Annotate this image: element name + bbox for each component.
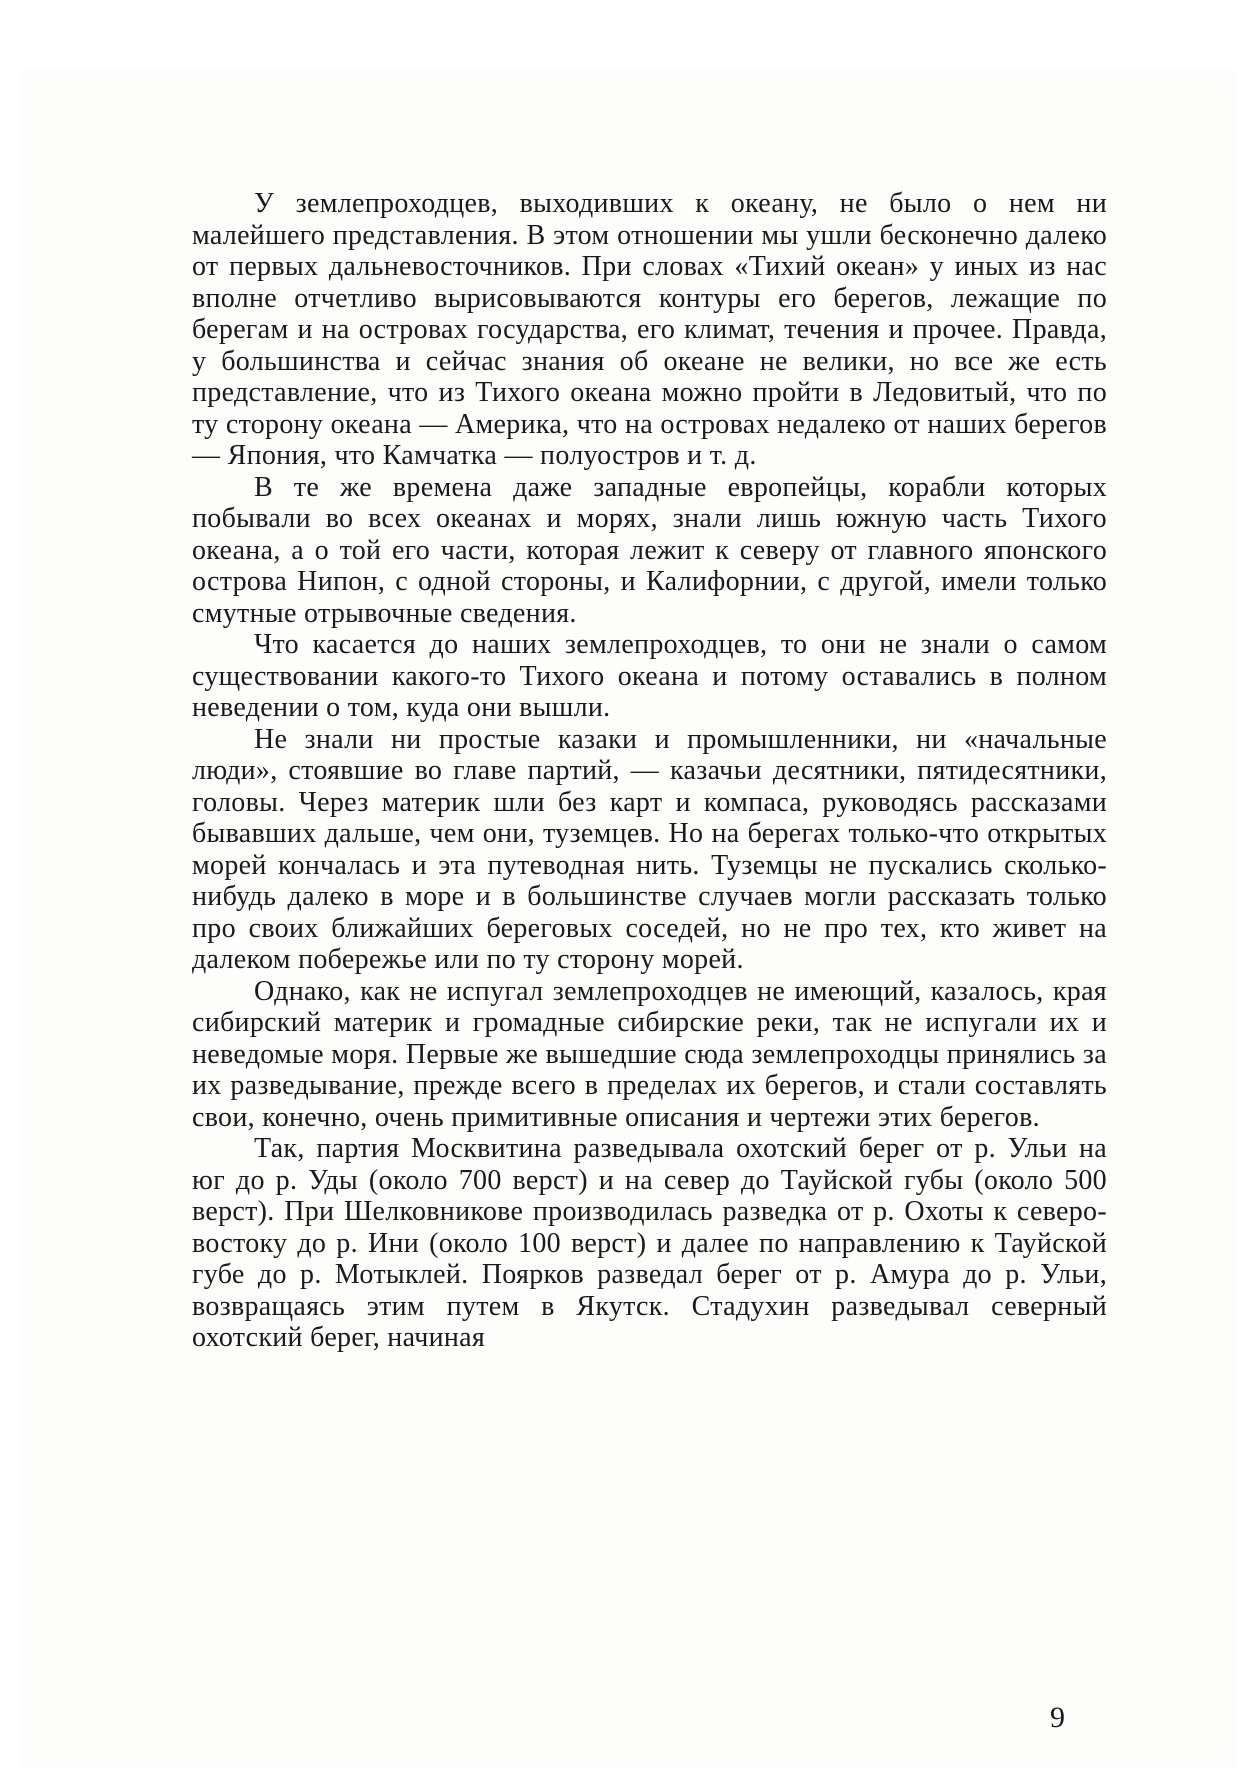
paragraph-1: У землепроходцев, выходивших к океану, не было о нем ни малейшего представления. В этом отношении мы ушли бесконечно далеко от первых дальневосточников. При словах «Тихий океан» у иных из нас вполне отчетливо вырисовываются контуры его берегов, лежащие по берегам и на островах государства, его климат, течения и прочее. Правда, у большинства и сейчас знания об океане не велики, но все же есть представление, что из Тихого океана можно пройти в Ледовитый, что по ту сторону океана — Америка, что на островах недалеко от наших берегов — Япония, что Камчатка — полуостров и т. д. — [192, 188, 1107, 471]
paragraph-6: Так, партия Москвитина разведывала охотский берег от р. Ульи на юг до р. Уды (около 700 верст) и на север до Тауйской губы (около 500 верст). При Шелковникове производилась разведка от р. Охоты к северо-востоку до р. Ини (около 100 верст) и далее по направлению к Тауйской губе до р. Мотыклей. Поярков разведал берег от р. Амура до р. Ульи, возвращаясь этим путем в Якутск. Стадухин разведывал северный охотский берег, начиная — [192, 1133, 1107, 1353]
book-page — [22, 68, 1237, 1768]
page-number: 9 — [1050, 1701, 1065, 1734]
paragraph-3: Что касается до наших землепроходцев, то они не знали о самом существовании какого-то Тихого океана и потому оставались в полном неведении о том, куда они вышли. — [192, 629, 1107, 723]
body-text — [192, 188, 1107, 1354]
paragraph-2: В те же времена даже западные европейцы, корабли которых побывали во всех океанах и морях, знали лишь южную часть Тихого океана, а о той его части, которая лежит к северу от главного японского острова Нипон, с одной стороны, и Калифорнии, с другой, имели только смутные отрывочные сведения. — [192, 471, 1107, 629]
paragraph-4: Не знали ни простые казаки и промышленники, ни «начальные люди», стоявшие во главе партий, — казачьи десятники, пятидесятники, головы. Через материк шли без карт и компаса, руководясь рассказами бывавших дальше, чем они, туземцев. Но на берегах только-что открытых морей кончалась и эта путеводная нить. Туземцы не пускались сколько-нибудь далеко в море и в большинстве случаев могли рассказать только про своих ближайших береговых соседей, но не про тех, кто живет на далеком побережье или по ту сторону морей. — [192, 723, 1107, 975]
paragraph-5: Однако, как не испугал землепроходцев не имеющий, казалось, края сибирский материк и громадные сибирские реки, так не испугали их и неведомые моря. Первые же вышедшие сюда землепроходцы принялись за их разведывание, прежде всего в пределах их берегов, и стали составлять свои, конечно, очень примитивные описания и чертежи этих берегов. — [192, 975, 1107, 1133]
